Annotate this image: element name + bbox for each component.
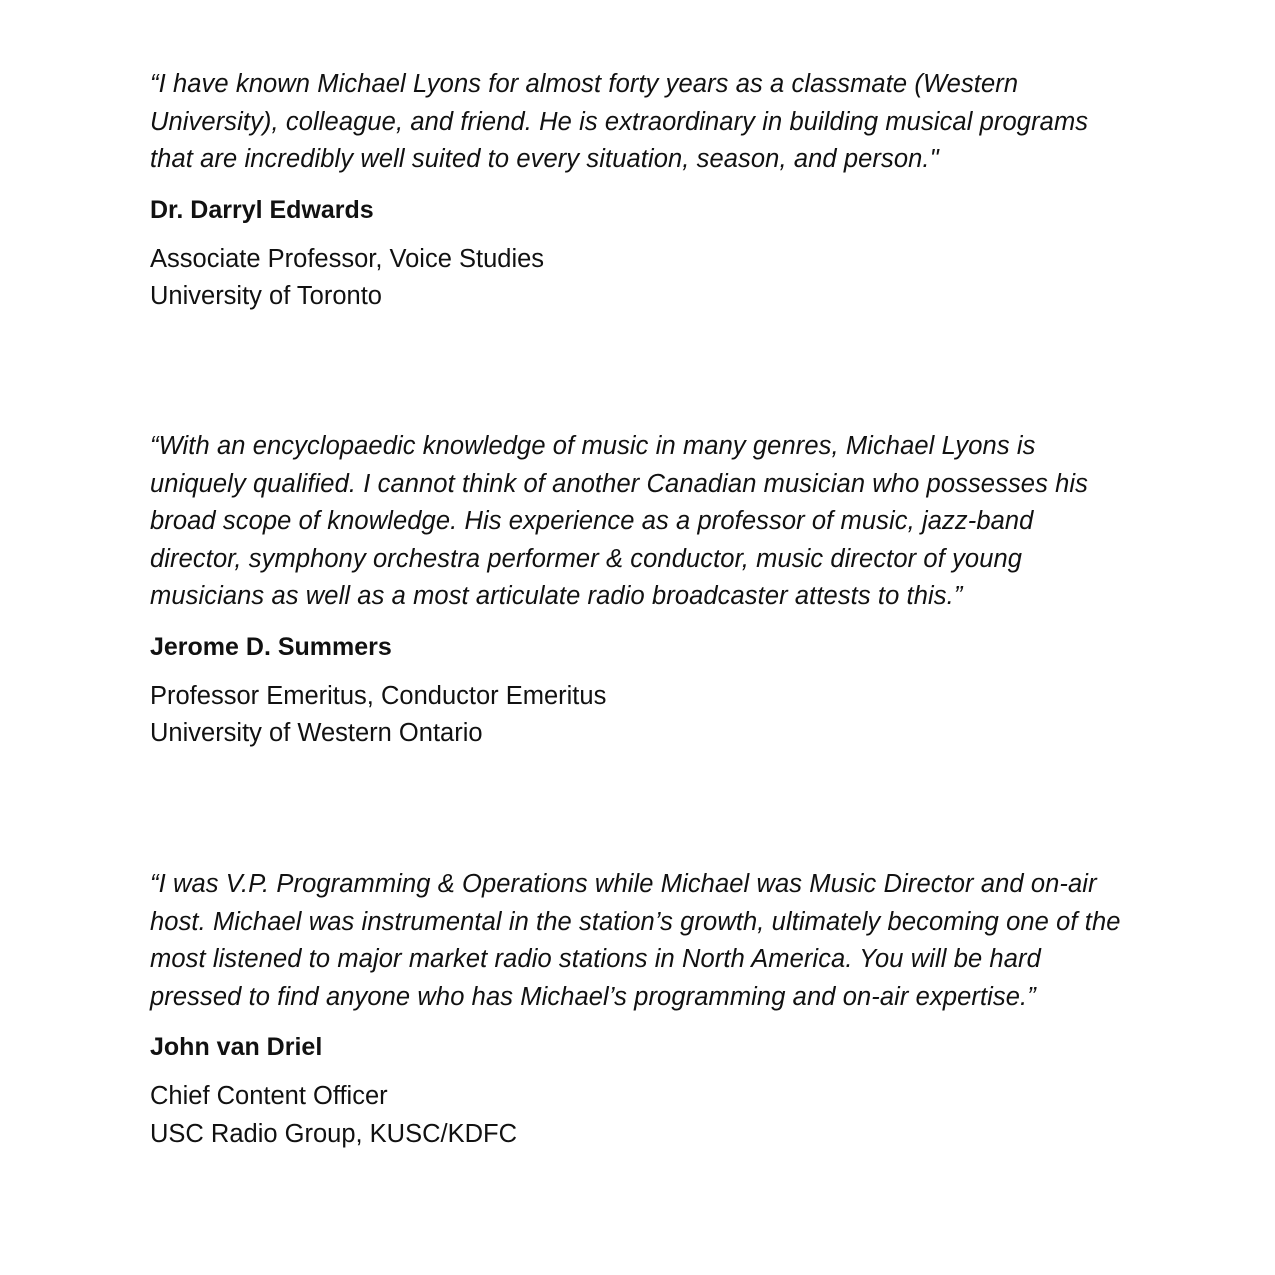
testimonial-quote: “With an encyclopaedic knowledge of music in many genres, Michael Lyons is uniquely qualified. I cannot think of another Canadian musician who possesses his broad scope of knowledge. His experience as a professor of music, jazz-band director, symphony orchestra performer & conductor, music director of young musicians as well as a most articulate radio broadcaster attests to this.” — [150, 432, 1089, 610]
testimonial-quote: “I was V.P. Programming & Operations while Michael was Music Director and on-air host. Michael was instrumental in the station’s growth, ultimately becoming one of the most listened to major market radio stations in North America. You will be hard pressed to find anyone who has Michael’s programming and on-air expertise.” — [150, 870, 1121, 1011]
testimonial-author: Dr. Darryl Edwards — [150, 195, 374, 224]
testimonial-role: Associate Professor, Voice Studies — [150, 244, 545, 273]
testimonial-author: John van Driel — [150, 1033, 323, 1061]
testimonial-darryl-edwards — [150, 66, 1130, 316]
testimonial-quote: “I have known Michael Lyons for almost forty years as a classmate (Western University), colleague, and friend. He is extraordinary in building musical programs that are incredibly well suited to every situation, season, and person." — [150, 70, 1089, 173]
testimonial-organization: University of Toronto — [150, 282, 382, 310]
testimonial-organization: University of Western Ontario — [150, 719, 483, 747]
testimonial-role: Chief Content Officer — [150, 1082, 388, 1110]
testimonial-author: Jerome D. Summers — [150, 632, 392, 661]
testimonial-role: Professor Emeritus, Conductor Emeritus — [150, 681, 607, 710]
testimonial-jerome-summers — [150, 428, 1130, 753]
testimonial-organization: USC Radio Group, KUSC/KDFC — [150, 1119, 518, 1148]
testimonial-john-van-driel — [150, 866, 1130, 1153]
